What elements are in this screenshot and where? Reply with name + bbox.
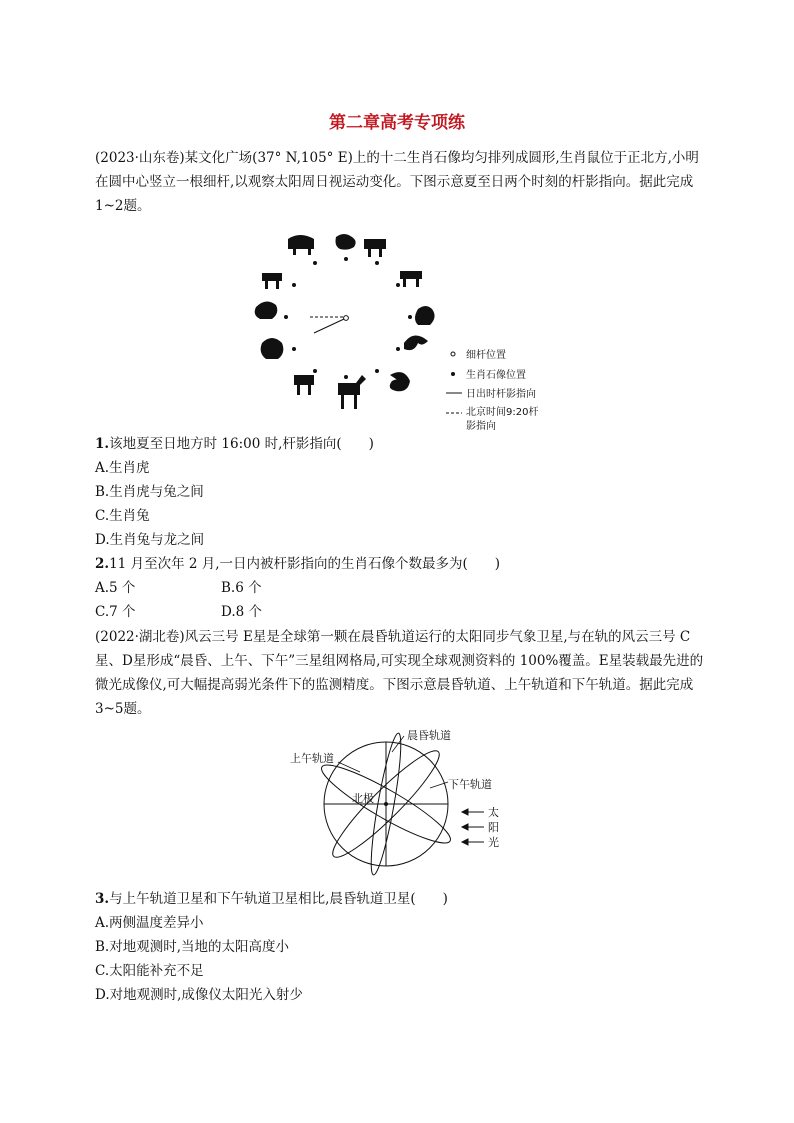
legend-sunrise-label: 日出时杆影指向	[466, 389, 536, 400]
ox-icon	[360, 237, 386, 257]
question-stem: 11 月至次年 2 月,一日内被杆影指向的生肖石像个数最多为( )	[109, 556, 501, 572]
option-a[interactable]: A.5 个	[95, 580, 136, 596]
north-pole-label: 北极	[352, 792, 374, 805]
option-a[interactable]: A.两侧温度差异小	[95, 915, 204, 931]
sunlight-label-2: 阳	[488, 821, 499, 834]
option-b[interactable]: B.对地观测时,当地的太阳高度小	[95, 939, 290, 955]
morning-orbit-label: 上午轨道	[290, 752, 334, 765]
tiger-icon	[400, 265, 428, 287]
legend-bj-label-1: 北京时间9:20杆	[466, 407, 539, 418]
question-number: 3.	[95, 891, 110, 907]
option-b[interactable]: B.生肖虎与兔之间	[95, 484, 204, 500]
question-1	[95, 433, 374, 455]
legend-pole-icon	[451, 352, 455, 356]
dragon-icon	[404, 335, 428, 359]
option-c[interactable]: C.生肖兔	[95, 508, 150, 524]
option-a[interactable]: A.生肖虎	[95, 460, 150, 476]
zodiac-figure	[240, 225, 570, 435]
intro-passage-2: (2022·湖北卷)风云三号 E星是全球第一颗在晨昏轨道运行的太阳同步气象卫星,与在轨的风云三号 C星、D星形成“晨昏、上午、下午”三星组网格局,可实现全球观测资料的 100%覆盖。E星装载最先进的微光成像仪,可大幅提高弱光条件下的监测精度。下图示意晨昏轨道、上午轨道和下午轨道。据此完成 3~5题。	[95, 629, 704, 717]
option-d[interactable]: D.生肖兔与龙之间	[95, 532, 205, 548]
monkey-icon	[261, 338, 284, 359]
question-3	[95, 888, 448, 910]
question-stem: 与上午轨道卫星和下午轨道卫星相比,晨昏轨道卫星( )	[109, 891, 448, 907]
dog-icon	[262, 269, 286, 289]
option-b[interactable]: B.6 个	[221, 580, 262, 596]
option-c[interactable]: C.7 个	[95, 604, 136, 620]
legend-statue-label: 生肖石像位置	[466, 370, 526, 381]
pig-icon	[288, 235, 314, 255]
page-title: 第二章高考专项练	[329, 113, 465, 133]
orbit-figure	[280, 722, 520, 882]
question-number: 2.	[95, 556, 110, 572]
sunlight-label-1: 太	[488, 806, 499, 819]
rabbit-icon	[415, 295, 435, 325]
legend-pole-label: 细杆位置	[466, 350, 506, 361]
legend-bj-label-2: 影指向	[466, 421, 496, 432]
sunlight-label-3: 光	[488, 836, 499, 849]
question-2	[95, 553, 500, 575]
intro-passage-1: (2023·山东卷)某文化广场(37° N,105° E)上的十二生肖石像均匀排列成圆形,生肖鼠位于正北方,小明在圆中心竖立一根细杆,以观察太阳周日视运动变化。下图示意夏至日两个时刻的杆影指向。据此完成 1~2题。	[95, 150, 699, 214]
option-d[interactable]: D.8 个	[221, 604, 263, 620]
question-number: 1.	[95, 436, 110, 452]
legend-statue-icon	[451, 372, 455, 376]
pole-marker	[344, 316, 349, 321]
horse-icon	[338, 375, 366, 409]
snake-icon	[390, 372, 410, 391]
question-stem: 该地夏至日地方时 16:00 时,杆影指向( )	[109, 436, 374, 452]
rat-icon	[326, 234, 356, 250]
afternoon-orbit-label: 下午轨道	[448, 778, 492, 791]
option-row-1	[95, 577, 135, 599]
sunrise-shadow-line	[314, 319, 344, 333]
dusk-dawn-orbit-label: 晨昏轨道	[407, 729, 451, 742]
rooster-icon	[255, 295, 278, 319]
option-d[interactable]: D.对地观测时,成像仪太阳光入射少	[95, 987, 303, 1003]
option-c[interactable]: C.太阳能补充不足	[95, 963, 204, 979]
